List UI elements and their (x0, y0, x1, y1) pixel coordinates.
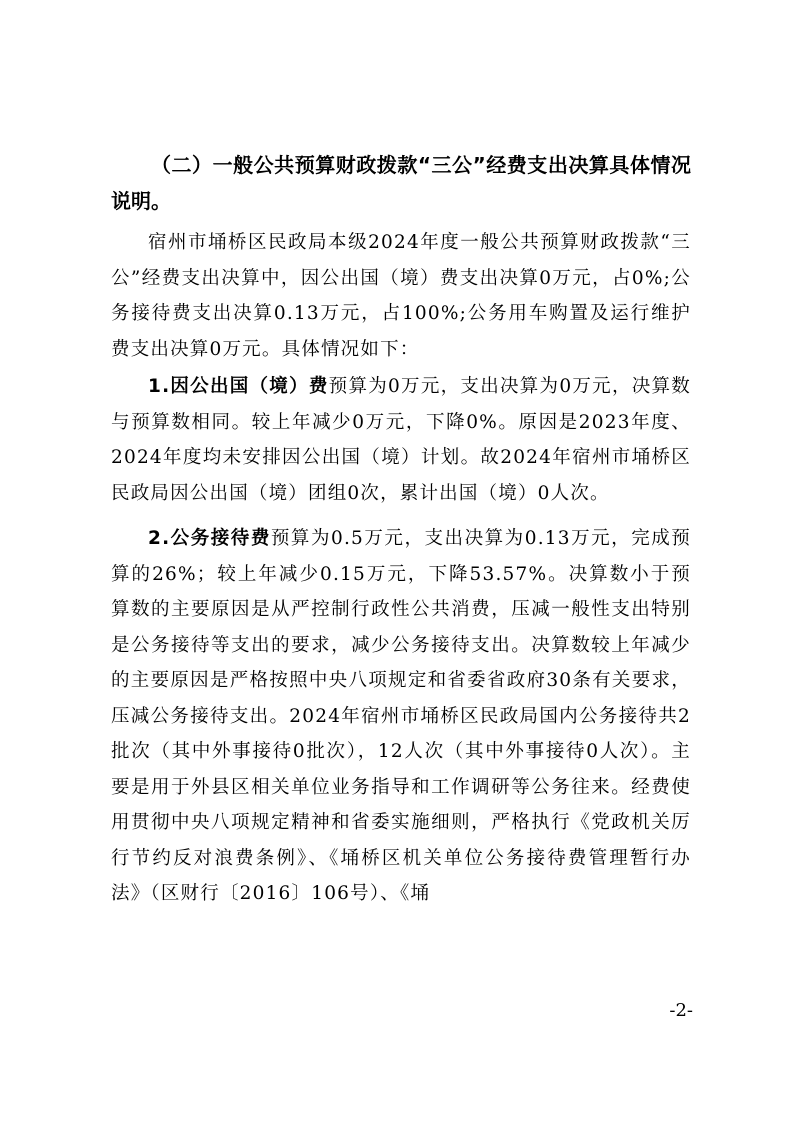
item-paragraph-outbound-travel (111, 369, 691, 511)
intro-paragraph: 宿州市埇桥区民政局本级2024年度一般公共预算财政拨款“三公”经费支出决算中，因公出国（境）费支出决算0万元，占0%;公务接待费支出决算0.13万元，占100%;公务用车购置及运行维护费支出决算0万元。具体情况如下： (111, 232, 691, 360)
document-body (111, 147, 691, 914)
section-heading: （二）一般公共预算财政拨款“三公”经费支出决算具体情况说明。 (111, 153, 691, 213)
item-paragraph-reception (111, 521, 691, 912)
page-number: -2- (669, 1000, 693, 1021)
item-lead-reception: 2.公务接待费 (148, 528, 271, 549)
item-text-outbound-travel: 预算为0万元，支出决算为0万元，决算数与预算数相同。较上年减少0万元，下降0%。原因是2023年度、2024年度均未安排因公出国（境）计划。故2024年宿州市埇桥区民政局因公出国（境）团组0次，累计出国（境）0人次。 (111, 376, 691, 504)
item-lead-outbound-travel: 1.因公出国（境）费 (148, 376, 329, 397)
item-text-reception: 预算为0.5万元，支出决算为0.13万元，完成预算的26%；较上年减少0.15万元，下降53.57%。决算数小于预算数的主要原因是从严控制行政性公共消费，压减一般性支出特别是公务接待等支出的要求，减少公务接待支出。决算数较上年减少的主要原因是严格按照中央八项规定和省委省政府30条有关要求，压减公务接待支出。2024年宿州市埇桥区民政局国内公务接待共2批次（其中外事接待0批次），12人次（其中外事接待0人次）。主要是用于外县区相关单位业务指导和工作调研等公务往来。经费使用贯彻中央八项规定精神和省委实施细则，严格执行《党政机关厉行节约反对浪费条例》、《埇桥区机关单位公务接待费管理暂行办法》（区财行〔2016〕106号）、《埇 (111, 528, 691, 904)
